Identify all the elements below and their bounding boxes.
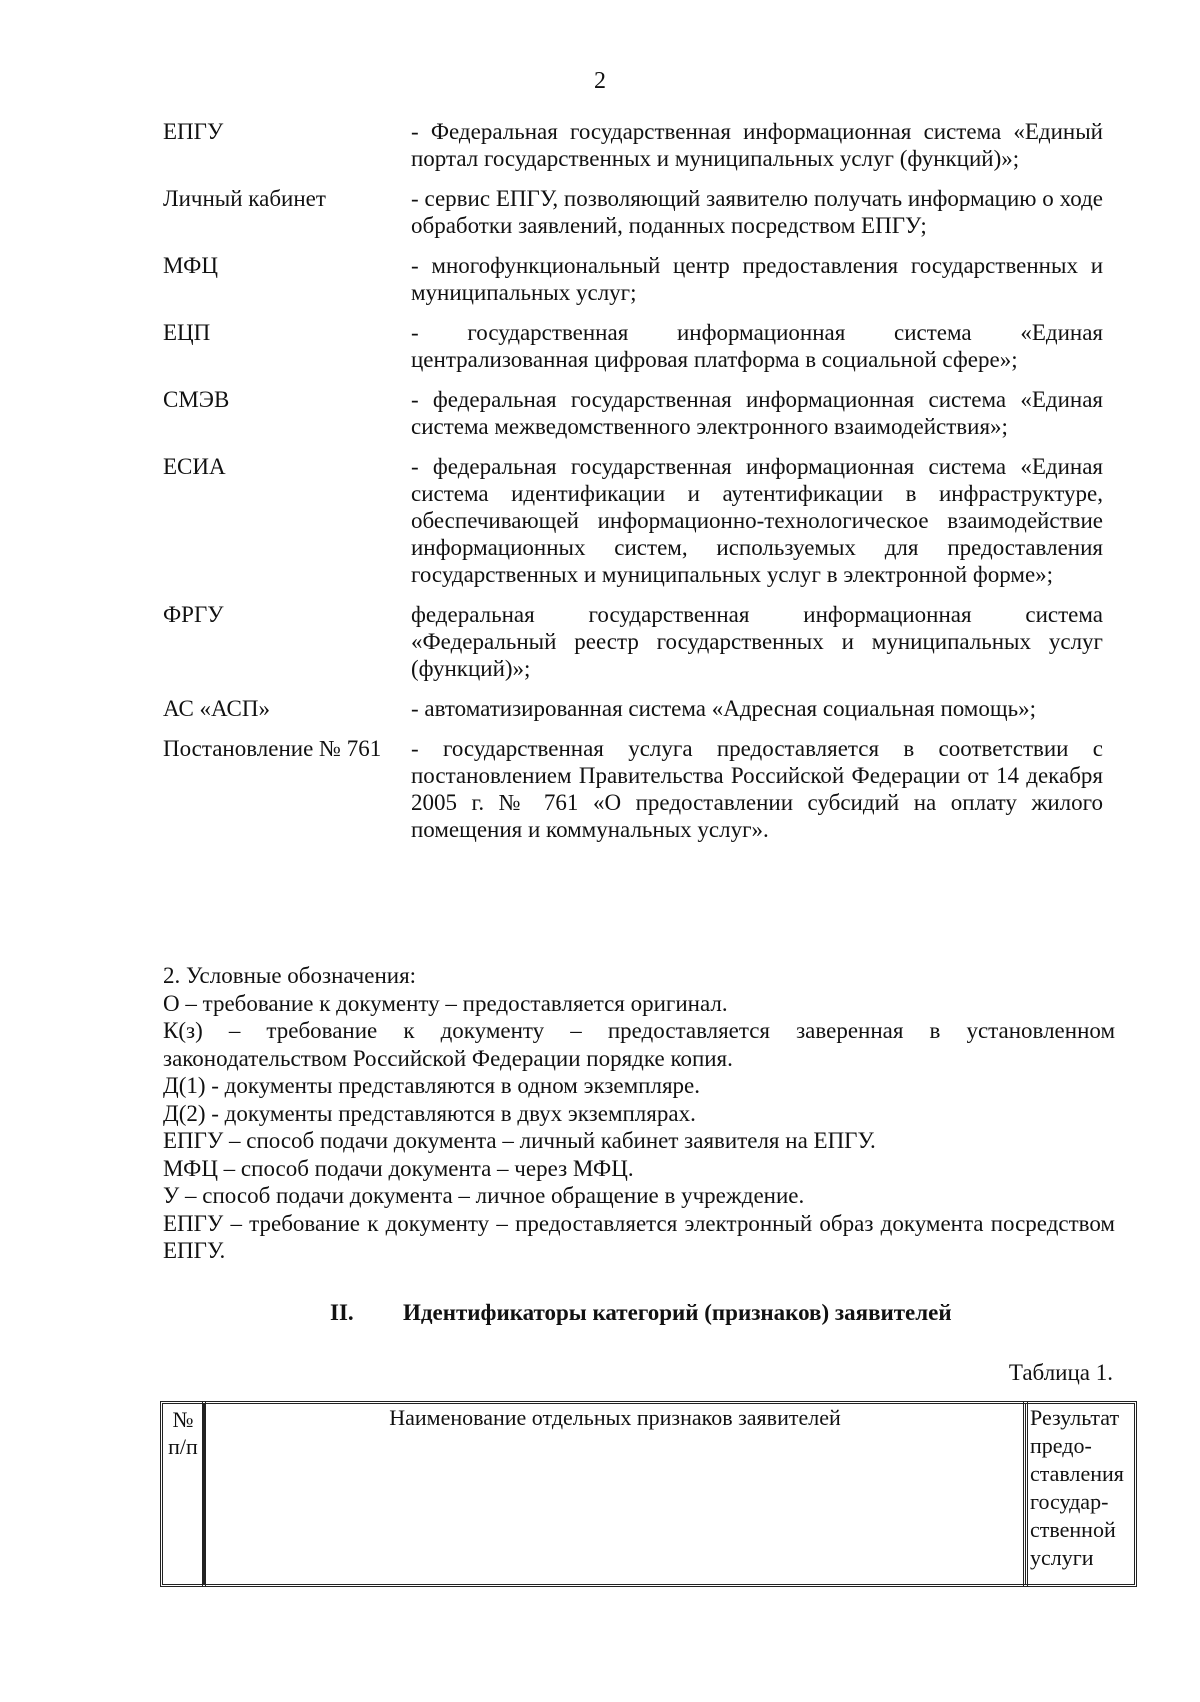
abbreviation-term: МФЦ — [163, 253, 218, 278]
abbreviation-term: ЕСИА — [163, 454, 226, 479]
abbreviation-term: СМЭВ — [163, 387, 230, 412]
legend-line: ЕПГУ – способ подачи документа – личный кабинет заявителя на ЕПГУ. — [163, 1128, 876, 1153]
abbreviation-row — [163, 118, 1103, 185]
abbreviation-definition: - Федеральная государственная информационная система «Единый портал государственных и муниципальных услуг (функций)»; — [411, 119, 1103, 171]
legend-line: К(з) – требование к документу – предоставляется заверенная в установленном законодательством Российской Федерации порядке копия. — [163, 1018, 1115, 1071]
abbreviation-row — [163, 735, 1103, 856]
legend-line: МФЦ – способ подачи документа – через МФЦ. — [163, 1155, 634, 1181]
abbreviation-row — [163, 386, 1103, 453]
abbreviation-row — [163, 601, 1103, 695]
abbreviation-term: ФРГУ — [163, 602, 224, 627]
abbreviation-term: Постановление № 761 — [163, 736, 382, 761]
abbreviation-definition: - сервис ЕПГУ, позволяющий заявителю получать информацию о ходе обработки заявлений, поданных посредством ЕПГУ; — [411, 186, 1103, 238]
legend-line: О – требование к документу – предоставляется оригинал. — [163, 990, 728, 1016]
abbreviation-definition: - федеральная государственная информационная система «Единая система идентификации и аутентификации в инфраструктуре, обеспечивающей информационно-технологическое взаимодействие информационных систем, используемых для предоставления государственных и муниципальных услуг в электронной форме»; — [411, 454, 1103, 587]
abbreviation-term: АС «АСП» — [163, 696, 270, 721]
legend-line: ЕПГУ – требование к документу – предоставляется электронный образ документа посредством ЕПГУ. — [163, 1210, 1115, 1263]
abbreviation-row — [163, 185, 1103, 252]
abbreviation-row — [163, 695, 1103, 735]
legend-line: Д(2) - документы представляются в двух экземплярах. — [163, 1100, 696, 1126]
abbreviation-term: Личный кабинет — [163, 186, 326, 211]
abbreviations-table — [163, 118, 1103, 856]
table-header-result: Результат предо-ставления государ-ственной услуги — [1023, 1401, 1137, 1587]
table-caption: Таблица 1. — [1008, 1360, 1113, 1385]
abbreviation-definition: - многофункциональный центр предоставления государственных и муниципальных услуг; — [411, 253, 1103, 305]
legend-block — [163, 962, 1115, 1265]
abbreviation-row — [163, 252, 1103, 319]
abbreviation-definition: - государственная услуга предоставляется в соответствии с постановлением Правительства Российской Федерации от 14 декабря 2005 г. № 761 «О предоставлении субсидий на оплату жилого помещения и коммунальных услуг». — [411, 736, 1103, 842]
section-title: Идентификаторы категорий (признаков) заявителей — [403, 1300, 952, 1325]
page-number: 2 — [594, 68, 606, 94]
section-number: II. — [330, 1300, 354, 1325]
abbreviation-definition: - федеральная государственная информационная система «Единая система межведомственного электронного взаимодействия»; — [411, 387, 1103, 439]
abbreviation-definition: федеральная государственная информационная система «Федеральный реестр государственных и муниципальных услуг (функций)»; — [411, 602, 1103, 681]
abbreviation-term: ЕПГУ — [163, 119, 224, 144]
table-header-name: Наименование отдельных признаков заявителей — [202, 1401, 1028, 1587]
table-header-number: № п/п — [160, 1401, 206, 1587]
abbreviation-definition: - государственная информационная система «Единая централизованная цифровая платформа в социальной сфере»; — [411, 320, 1103, 372]
abbreviation-row — [163, 453, 1103, 601]
legend-line: У – способ подачи документа – личное обращение в учреждение. — [163, 1183, 805, 1208]
abbreviation-definition: - автоматизированная система «Адресная социальная помощь»; — [411, 696, 1036, 721]
abbreviation-term: ЕЦП — [163, 320, 211, 345]
legend-heading: 2. Условные обозначения: — [163, 963, 417, 988]
abbreviation-row — [163, 319, 1103, 386]
legend-line: Д(1) - документы представляются в одном экземпляре. — [163, 1073, 701, 1098]
